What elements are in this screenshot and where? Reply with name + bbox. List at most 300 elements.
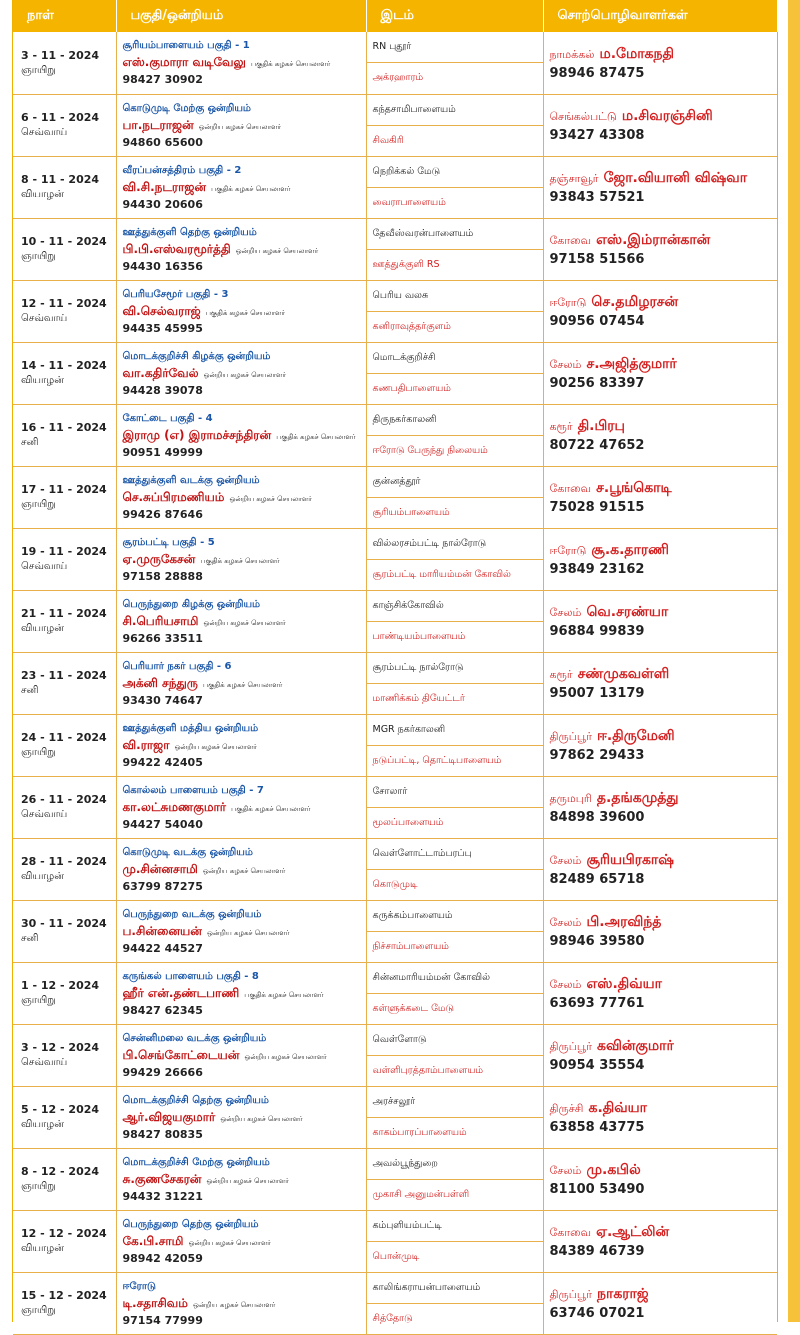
speaker-town: கோவை <box>549 482 592 495</box>
table-row <box>13 280 777 342</box>
speaker-cell <box>543 342 777 404</box>
district-name: பெரியார் நகர் பகுதி - 6 <box>122 660 232 672</box>
event-date: 1 - 12 - 2024 <box>21 979 100 992</box>
event-date: 19 - 11 - 2024 <box>21 545 107 558</box>
place-primary: மொடக்குறிச்சி <box>367 343 543 374</box>
place-primary: சோலார் <box>367 777 543 808</box>
place-cell <box>366 1086 543 1148</box>
speaker-town: கோவை <box>549 1226 592 1239</box>
district-cell <box>116 342 366 404</box>
secretary-role: பகுதிக் கழகச் செயலாளர் <box>205 308 286 317</box>
place-secondary: பொன்முடி <box>372 1250 420 1262</box>
place-secondary: காகம்பாரப்பாளையம் <box>372 1126 467 1138</box>
speaker-cell <box>543 590 777 652</box>
date-cell <box>13 528 116 590</box>
date-cell <box>13 94 116 156</box>
table-row <box>13 1210 777 1272</box>
table-row <box>13 94 777 156</box>
speaker-phone: 90956 07454 <box>549 314 645 329</box>
date-cell <box>13 32 116 94</box>
district-name: கருங்கல் பாளையம் பகுதி - 8 <box>122 970 259 982</box>
event-day: செவ்வாய் <box>21 1057 68 1068</box>
place-secondary: பாண்டியம்பாளையம் <box>372 630 466 642</box>
secretary-role: ஒன்றிய கழகச் செயலாளர் <box>202 866 286 875</box>
speaker-name: ம.மோகநதி <box>599 45 674 62</box>
district-cell <box>116 1210 366 1272</box>
event-day: செவ்வாய் <box>21 127 68 138</box>
header-row <box>13 0 777 32</box>
secretary-role: ஒன்றிய கழகச் செயலாளர் <box>207 928 290 937</box>
speaker-cell <box>543 94 777 156</box>
table-row <box>13 528 777 590</box>
secretary-name: ப.சின்னையன் <box>122 923 202 938</box>
speaker-town: சேலம் <box>549 1164 582 1177</box>
speaker-name: சூரியபிரகாஷ் <box>586 852 674 868</box>
secretary-name: பா.நடராஜன் <box>122 117 194 132</box>
speaker-cell <box>543 156 777 218</box>
district-cell <box>116 900 366 962</box>
place-cell <box>366 466 543 528</box>
speaker-name: எஸ்.இம்ரான்கான் <box>596 232 711 248</box>
secretary-phone: 98942 42059 <box>122 1251 203 1265</box>
place-cell <box>366 156 543 218</box>
secretary-name: மு.சின்னசாமி <box>122 861 198 876</box>
place-primary: காலிங்கராயன்பாளையம் <box>367 1273 543 1304</box>
place-primary: குன்னத்தூர் <box>367 467 543 498</box>
date-cell <box>13 342 116 404</box>
speaker-cell <box>543 900 777 962</box>
event-day: சனி <box>21 933 39 944</box>
secretary-name: கே.பி.சாமி <box>122 1233 184 1248</box>
secretary-phone: 94860 65600 <box>122 135 203 149</box>
place-primary: சூரம்பட்டி நால்ரோடு <box>367 653 543 684</box>
place-primary: அவல்பூந்துறை <box>367 1149 543 1180</box>
place-cell <box>366 32 543 94</box>
header-district: பகுதி/ஒன்றியம் <box>116 0 366 32</box>
schedule-table <box>13 0 778 1335</box>
event-date: 8 - 12 - 2024 <box>21 1165 100 1178</box>
date-cell <box>13 218 116 280</box>
place-primary: திருநகர்காலனி <box>367 405 543 436</box>
secretary-role: ஒன்றிய கழகச் செயலாளர் <box>235 246 319 255</box>
event-date: 16 - 11 - 2024 <box>21 421 107 434</box>
speaker-name: க.திவ்யா <box>588 1100 647 1116</box>
speaker-town: கோவை <box>549 234 592 247</box>
speaker-phone: 93849 23162 <box>549 562 645 577</box>
place-primary: காஞ்சிக்கோவில் <box>367 591 543 622</box>
table-row <box>13 466 777 528</box>
speaker-cell <box>543 962 777 1024</box>
table-row <box>13 404 777 466</box>
speaker-town: திருப்பூர் <box>549 1040 592 1053</box>
district-name: கொல்லம் பாளையம் பகுதி - 7 <box>122 784 264 796</box>
date-cell <box>13 1148 116 1210</box>
secretary-phone: 94430 20606 <box>122 197 203 211</box>
secretary-name: வி.சி.நடராஜன் <box>122 179 207 194</box>
district-cell <box>116 404 366 466</box>
speaker-phone: 80722 47652 <box>549 438 645 453</box>
secretary-role: பகுதிக் கழகச் செயலாளர் <box>200 556 280 565</box>
place-secondary: ஊத்துக்குளி RS <box>372 258 440 270</box>
secretary-phone: 93430 74647 <box>122 693 203 707</box>
district-name: கொடுமுடி மேற்கு ஒன்றியம் <box>122 102 251 114</box>
speaker-town: ஈரோடு <box>549 296 587 309</box>
table-row <box>13 962 777 1024</box>
speaker-phone: 98946 39580 <box>549 934 645 949</box>
speaker-town: தஞ்சாவூர் <box>549 172 599 185</box>
table-row <box>13 714 777 776</box>
place-primary: கந்தசாமிபாளையம் <box>367 95 543 126</box>
speaker-cell <box>543 1272 777 1334</box>
district-cell <box>116 218 366 280</box>
event-date: 12 - 12 - 2024 <box>21 1227 107 1240</box>
event-day: வியாழன் <box>21 375 64 386</box>
district-name: ஊத்துக்குளி வடக்கு ஒன்றியம் <box>122 474 260 486</box>
speaker-town: சேலம் <box>549 606 582 619</box>
district-cell <box>116 466 366 528</box>
event-day: வியாழன் <box>21 1119 64 1130</box>
place-cell <box>366 280 543 342</box>
district-name: மொடக்குறிச்சி தெற்கு ஒன்றியம் <box>122 1094 269 1106</box>
secretary-name: ஆர்.விஜயகுமார் <box>122 1109 216 1124</box>
speaker-phone: 96884 99839 <box>549 624 645 639</box>
table-row <box>13 590 777 652</box>
date-cell <box>13 1210 116 1272</box>
event-date: 12 - 11 - 2024 <box>21 297 107 310</box>
district-cell <box>116 32 366 94</box>
date-cell <box>13 776 116 838</box>
secretary-phone: 94428 39078 <box>122 383 203 397</box>
place-secondary: முகாசி அனுமன்பள்ளி <box>372 1188 470 1200</box>
place-secondary: ஈரோடு பேருந்து நிலையம் <box>372 444 488 456</box>
secretary-phone: 94435 45995 <box>122 321 203 335</box>
event-day: ஞாயிறு <box>21 747 56 758</box>
place-secondary: வள்ளிபுரத்தாம்பாளையம் <box>372 1064 484 1076</box>
speaker-town: திருப்பூர் <box>549 730 592 743</box>
event-day: வியாழன் <box>21 1243 64 1254</box>
secretary-phone: 94430 16356 <box>122 259 203 273</box>
event-date: 24 - 11 - 2024 <box>21 731 107 744</box>
speaker-town: செங்கல்பட்டு <box>549 110 617 123</box>
speaker-phone: 75028 91515 <box>549 500 645 515</box>
date-cell <box>13 1086 116 1148</box>
secretary-role: ஒன்றிய கழகச் செயலாளர் <box>206 1176 289 1185</box>
district-cell <box>116 590 366 652</box>
secretary-role: ஒன்றிய கழகச் செயலாளர் <box>203 370 287 379</box>
side-strip <box>788 0 800 1322</box>
date-cell <box>13 590 116 652</box>
speaker-name: ஏ.ஆட்லின் <box>596 1224 670 1240</box>
speaker-name: ச.அஜித்குமார் <box>586 356 677 372</box>
table-row <box>13 32 777 94</box>
event-day: ஞாயிறு <box>21 499 56 510</box>
district-cell <box>116 1272 366 1334</box>
event-day: சனி <box>21 437 39 448</box>
date-cell <box>13 838 116 900</box>
secretary-name: அக்னி சந்துரு <box>122 675 198 690</box>
event-date: 3 - 11 - 2024 <box>21 48 100 62</box>
secretary-name: ஏ.முருகேசன் <box>122 551 196 566</box>
schedule-body <box>13 32 777 1334</box>
speaker-town: சேலம் <box>549 916 582 929</box>
event-day: ஞாயிறு <box>21 1305 56 1316</box>
secretary-role: ஒன்றிய கழகச் செயலாளர் <box>220 1114 303 1123</box>
header-speakers: சொற்பொழிவாளர்கள் <box>543 0 777 32</box>
district-cell <box>116 962 366 1024</box>
secretary-phone: 98427 30902 <box>122 73 203 87</box>
secretary-role: ஒன்றிய கழகச் செயலாளர் <box>244 1052 327 1061</box>
place-cell <box>366 1210 543 1272</box>
speaker-town: கரூர் <box>549 668 573 681</box>
table-row <box>13 838 777 900</box>
event-day: செவ்வாய் <box>21 561 68 572</box>
date-cell <box>13 652 116 714</box>
date-cell <box>13 1272 116 1334</box>
speaker-town: சேலம் <box>549 978 582 991</box>
secretary-phone: 63799 87275 <box>122 879 203 893</box>
speaker-cell <box>543 1086 777 1148</box>
place-secondary: கள்ளுக்கடை மேடு <box>372 1002 454 1014</box>
district-name: பெருந்துறை தெற்கு ஒன்றியம் <box>122 1218 259 1230</box>
speaker-cell <box>543 466 777 528</box>
district-cell <box>116 776 366 838</box>
event-date: 5 - 12 - 2024 <box>21 1103 100 1116</box>
speaker-phone: 93843 57521 <box>549 190 645 205</box>
secretary-role: பகுதிக் கழகச் செயலாளர் <box>203 680 283 689</box>
speaker-cell <box>543 218 777 280</box>
event-day: வியாழன் <box>21 189 64 200</box>
speaker-phone: 93427 43308 <box>549 128 645 143</box>
event-date: 26 - 11 - 2024 <box>21 793 107 806</box>
place-cell <box>366 1272 543 1334</box>
speaker-town: திருப்பூர் <box>549 1288 592 1301</box>
secretary-role: பகுதிக் கழகச் செயலாளர் <box>211 184 291 193</box>
secretary-phone: 96266 33511 <box>122 631 203 645</box>
event-date: 30 - 11 - 2024 <box>21 917 107 930</box>
speaker-town: ஈரோடு <box>549 544 587 557</box>
speaker-town: திருச்சி <box>549 1102 584 1115</box>
secretary-name: டி.சதாசிவம் <box>122 1295 188 1310</box>
secretary-name: இராமு (எ) இராமச்சந்திரன் <box>122 427 272 442</box>
place-secondary: சூரம்பட்டி மாரியம்மன் கோவில் <box>372 568 511 580</box>
speaker-cell <box>543 838 777 900</box>
district-name: சூரியம்பாளையம் பகுதி - 1 <box>122 40 250 52</box>
district-cell <box>116 528 366 590</box>
place-cell <box>366 652 543 714</box>
secretary-name: வி.ராஜா <box>122 737 170 752</box>
place-cell <box>366 1024 543 1086</box>
place-cell <box>366 776 543 838</box>
place-cell <box>366 218 543 280</box>
secretary-name: பி.பி.எஸ்வரமூர்த்தி <box>122 241 231 256</box>
speaker-name: சூ.க.தாரணி <box>591 542 669 558</box>
speaker-phone: 84389 46739 <box>549 1244 645 1259</box>
district-cell <box>116 714 366 776</box>
date-cell <box>13 962 116 1024</box>
secretary-phone: 99426 87646 <box>122 507 203 521</box>
secretary-name: சி.பெரியசாமி <box>122 613 199 628</box>
district-cell <box>116 156 366 218</box>
secretary-role: ஒன்றிய கழகச் செயலாளர் <box>198 122 282 131</box>
place-cell <box>366 714 543 776</box>
secretary-phone: 99429 26666 <box>122 1065 203 1079</box>
event-date: 6 - 11 - 2024 <box>21 111 100 124</box>
district-name: சென்னிமலை வடக்கு ஒன்றியம் <box>122 1032 267 1044</box>
secretary-phone: 94432 31221 <box>122 1189 203 1203</box>
speaker-cell <box>543 1210 777 1272</box>
event-day: ஞாயிறு <box>21 995 56 1006</box>
speaker-name: மு.கபில் <box>586 1162 641 1178</box>
secretary-phone: 94422 44527 <box>122 941 203 955</box>
secretary-phone: 98427 62345 <box>122 1003 203 1017</box>
event-day: சனி <box>21 685 39 696</box>
place-secondary: நிச்சாம்பாளையம் <box>372 940 449 952</box>
event-day: வியாழன் <box>21 623 64 634</box>
speaker-town: தருமபுரி <box>549 792 592 805</box>
event-day: ஞாயிறு <box>21 1181 56 1192</box>
speaker-cell <box>543 776 777 838</box>
speaker-cell <box>543 652 777 714</box>
event-date: 21 - 11 - 2024 <box>21 607 107 620</box>
district-name: கோட்டை பகுதி - 4 <box>122 412 213 424</box>
speaker-phone: 97158 51566 <box>549 252 645 267</box>
district-cell <box>116 1086 366 1148</box>
speaker-name: தி.பிரபு <box>577 418 625 434</box>
speaker-name: பி.அரவிந்த் <box>586 914 662 930</box>
speaker-name: ம.சிவரஞ்சினி <box>621 108 713 124</box>
speaker-town: சேலம் <box>549 854 582 867</box>
district-cell <box>116 1148 366 1210</box>
speaker-phone: 63858 43775 <box>549 1120 645 1135</box>
date-cell <box>13 900 116 962</box>
place-cell <box>366 342 543 404</box>
speaker-name: ச.பூங்கொடி <box>596 480 672 496</box>
place-primary: அரச்சலூர் <box>367 1087 543 1118</box>
district-name: பெருந்துறை கிழக்கு ஒன்றியம் <box>122 598 261 610</box>
district-name: சூரம்பட்டி பகுதி - 5 <box>122 536 215 548</box>
place-secondary: மூலப்பாளையம் <box>372 816 444 828</box>
table-row <box>13 1024 777 1086</box>
secretary-role: பகுதிக் கழகச் செயலாளர் <box>250 60 331 69</box>
event-date: 15 - 12 - 2024 <box>21 1289 107 1302</box>
date-cell <box>13 1024 116 1086</box>
secretary-role: ஒன்றிய கழகச் செயலாளர் <box>188 1238 271 1247</box>
place-secondary: வைராபாளையம் <box>372 196 446 208</box>
place-cell <box>366 528 543 590</box>
place-primary: பெரிய வலசு <box>367 281 543 312</box>
place-cell <box>366 1148 543 1210</box>
table-row <box>13 900 777 962</box>
place-secondary: அக்ரஹாரம் <box>372 72 424 84</box>
secretary-role: பகுதிக் கழகச் செயலாளர் <box>276 432 356 441</box>
secretary-phone: 94427 54040 <box>122 817 203 831</box>
event-day: ஞாயிறு <box>21 251 56 262</box>
speaker-cell <box>543 404 777 466</box>
secretary-role: ஒன்றிய கழகச் செயலாளர் <box>192 1300 276 1309</box>
district-name: பெருந்துறை வடக்கு ஒன்றியம் <box>122 908 262 920</box>
place-primary: வில்லரசம்பட்டி நால்ரோடு <box>367 529 543 560</box>
speaker-cell <box>543 714 777 776</box>
place-cell <box>366 838 543 900</box>
place-primary: MGR நகர்காலனி <box>367 715 543 746</box>
district-name: ஊத்துக்குளி மத்திய ஒன்றியம் <box>122 722 259 734</box>
district-cell <box>116 838 366 900</box>
secretary-role: ஒன்றிய கழகச் செயலாளர் <box>203 618 286 627</box>
district-cell <box>116 1024 366 1086</box>
place-secondary: சூரியம்பாளையம் <box>372 506 450 518</box>
speaker-cell <box>543 280 777 342</box>
event-date: 28 - 11 - 2024 <box>21 855 107 868</box>
speaker-town: சேலம் <box>549 358 582 371</box>
district-name: மொடக்குறிச்சி மேற்கு ஒன்றியம் <box>122 1156 270 1168</box>
place-secondary: சித்தோடு <box>372 1312 413 1324</box>
place-secondary: கணபதிபாளையம் <box>372 382 451 394</box>
secretary-name: பி.செங்கோட்டையன் <box>122 1047 240 1062</box>
place-primary: தேவீஸ்வரன்பாளையம் <box>367 219 543 250</box>
event-day: வியாழன் <box>21 871 64 882</box>
speaker-phone: 81100 53490 <box>549 1182 645 1197</box>
place-cell <box>366 962 543 1024</box>
header-place: இடம் <box>366 0 543 32</box>
place-primary: நெறிக்கல் மேடு <box>367 157 543 188</box>
speaker-phone: 82489 65718 <box>549 872 645 887</box>
table-row <box>13 156 777 218</box>
table-row <box>13 652 777 714</box>
schedule-frame <box>12 0 778 1327</box>
secretary-phone: 99422 42405 <box>122 755 203 769</box>
event-date: 14 - 11 - 2024 <box>21 359 107 372</box>
place-secondary: சிவகிரி <box>372 134 404 146</box>
speaker-name: ஈ.திருமேனி <box>597 728 675 744</box>
speaker-name: செ.தமிழரசன் <box>591 294 679 310</box>
event-day: செவ்வாய் <box>21 809 68 820</box>
secretary-phone: 90951 49999 <box>122 445 203 459</box>
date-cell <box>13 714 116 776</box>
place-primary: கம்புளியம்பட்டி <box>367 1211 543 1242</box>
speaker-name: நாகராஜ் <box>597 1286 649 1302</box>
table-row <box>13 1272 777 1334</box>
district-name: பெரியசேமூர் பகுதி - 3 <box>122 288 229 300</box>
speaker-name: வெ.சரண்யா <box>586 604 669 620</box>
district-cell <box>116 280 366 342</box>
speaker-phone: 84898 39600 <box>549 810 645 825</box>
secretary-name: ஹீர் என்.தண்டபாணி <box>122 985 240 1000</box>
speaker-cell <box>543 1024 777 1086</box>
place-primary: வெள்ளோட்டாம்பரப்பு <box>367 839 543 870</box>
speaker-name: ஜோ.வியானி விஷ்வா <box>603 170 748 186</box>
event-day: ஞாயிறு <box>21 64 56 76</box>
speaker-phone: 63693 77761 <box>549 996 645 1011</box>
table-row <box>13 1148 777 1210</box>
place-primary: RN புதூர் <box>367 32 543 63</box>
place-cell <box>366 590 543 652</box>
secretary-role: பகுதிக் கழகச் செயலாளர் <box>231 804 311 813</box>
place-cell <box>366 404 543 466</box>
secretary-name: கா.லட்சுமணகுமார் <box>122 799 227 814</box>
secretary-role: ஒன்றிய கழகச் செயலாளர் <box>174 742 257 751</box>
place-primary: சின்னமாரியம்மன் கோவில் <box>367 963 543 994</box>
secretary-role: பகுதிக் கழகச் செயலாளர் <box>244 990 324 999</box>
speaker-phone: 63746 07021 <box>549 1306 645 1321</box>
date-cell <box>13 156 116 218</box>
event-date: 23 - 11 - 2024 <box>21 669 107 682</box>
district-cell <box>116 94 366 156</box>
speaker-phone: 90954 35554 <box>549 1058 645 1073</box>
speaker-name: கவின்குமார் <box>597 1038 674 1054</box>
speaker-name: சண்முகவள்ளி <box>577 666 670 682</box>
place-primary: கருக்கம்பாளையம் <box>367 901 543 932</box>
event-date: 3 - 12 - 2024 <box>21 1041 100 1054</box>
